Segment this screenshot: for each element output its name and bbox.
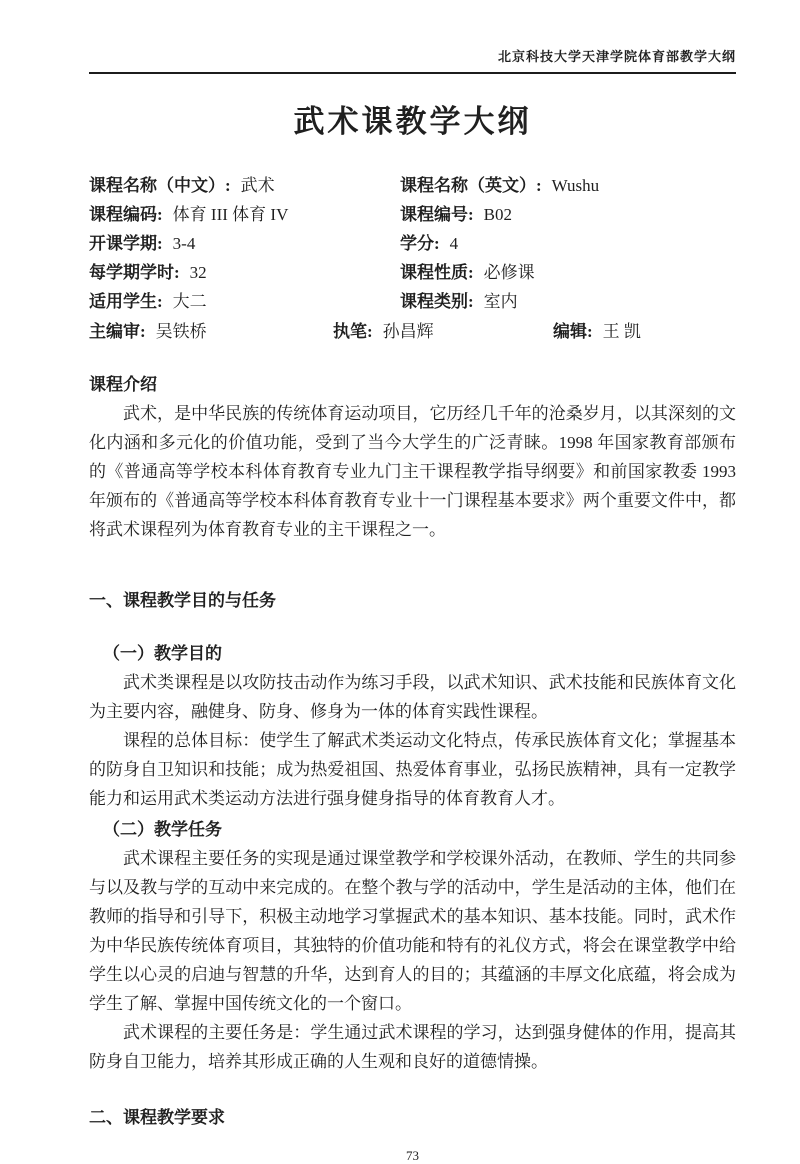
- section-1-heading: 一、课程教学目的与任务: [89, 591, 276, 610]
- info-label: 课程编号:: [400, 205, 474, 224]
- info-cell: [89, 171, 400, 200]
- info-cell: [400, 258, 736, 287]
- section-1-1-paragraph-2: 课程的总体目标：使学生了解武术类运动文化特点，传承民族体育文化；掌握基本的防身自卫知识和技能；成为热爱祖国、热爱体育事业，弘扬民族精神，具有一定教学能力和运用武术类运动方法进行强身健身指导的体育教育人才。: [89, 731, 736, 808]
- info-cell: [89, 229, 400, 258]
- info-label: 学分:: [400, 234, 440, 253]
- info-value: 4: [449, 234, 459, 253]
- section-1-2-paragraph-2: 武术课程的主要任务是：学生通过武术课程的学习，达到强身健体的作用，提高其防身自卫能力，培养其形成正确的人生观和良好的道德情操。: [89, 1023, 736, 1071]
- info-label: 每学期学时:: [89, 263, 180, 282]
- info-cell: [400, 287, 736, 316]
- info-value: 必修课: [483, 263, 535, 282]
- info-label: 编辑:: [553, 322, 593, 341]
- info-value: 王 凯: [602, 322, 641, 341]
- info-row-course-code: [89, 200, 736, 229]
- page-number: 73: [406, 1148, 419, 1163]
- info-row-course-name: [89, 171, 736, 200]
- section-1-2-heading: （二）教学任务: [103, 820, 222, 839]
- info-value: 武术: [240, 176, 275, 195]
- info-label: 适用学生:: [89, 292, 163, 311]
- info-value: Wushu: [551, 176, 600, 195]
- info-label: 课程名称（英文）:: [400, 176, 542, 195]
- header-school-line: 北京科技大学天津学院体育部教学大纲: [497, 49, 736, 64]
- intro-paragraph: 武术，是中华民族的传统体育运动项目，它历经几千年的沧桑岁月，以其深刻的文化内涵和多元化的价值功能，受到了当今大学生的广泛青睐。1998 年国家教育部颁布的《普通高等学校本科体育教育专业九门主干课程教学指导纲要》和前国家教委 1993 年颁布的《普通高等学校本科体育教育专业十一门课程基本要求》两个重要文件中，都将武术课程列为体育教育专业的主干课程之一。: [89, 404, 736, 539]
- info-cell: [400, 229, 736, 258]
- info-row-semester: [89, 229, 736, 258]
- info-cell: [89, 200, 400, 229]
- info-value: 32: [189, 263, 207, 282]
- info-value: 孙昌辉: [382, 322, 434, 341]
- info-cell: [89, 317, 333, 346]
- info-value: 吴铁桥: [155, 322, 207, 341]
- info-cell: [400, 171, 736, 200]
- info-value: 大二: [172, 292, 207, 311]
- info-value: B02: [483, 205, 513, 224]
- info-value: 体育 III 体育 IV: [172, 205, 289, 224]
- section-2-heading: 二、课程教学要求: [89, 1108, 225, 1127]
- info-cell: [89, 287, 400, 316]
- info-row-hours: [89, 258, 736, 287]
- info-cell: [89, 258, 400, 287]
- intro-section-heading: 课程介绍: [89, 375, 157, 394]
- info-cell: [400, 200, 736, 229]
- info-label: 课程性质:: [400, 263, 474, 282]
- info-label: 课程名称（中文）:: [89, 176, 231, 195]
- info-label: 执笔:: [333, 322, 373, 341]
- section-1-1-heading: （一）教学目的: [103, 644, 222, 663]
- info-row-students: [89, 287, 736, 316]
- section-1-1-paragraph-1: 武术类课程是以攻防技击动作为练习手段，以武术知识、武术技能和民族体育文化为主要内容，融健身、防身、修身为一体的体育实践性课程。: [89, 673, 736, 721]
- course-info-table: [89, 171, 736, 346]
- info-label: 开课学期:: [89, 234, 163, 253]
- document-header: [89, 46, 736, 74]
- info-label: 课程类别:: [400, 292, 474, 311]
- info-cell: [553, 317, 736, 346]
- section-1-2-paragraph-1: 武术课程主要任务的实现是通过课堂教学和学校课外活动，在教师、学生的共同参与以及教与学的互动中来完成的。在整个教与学的活动中，学生是活动的主体，他们在教师的指导和引导下，积极主动地学习掌握武术的基本知识、基本技能。同时，武术作为中华民族传统体育项目，其独特的价值功能和特有的礼仪方式，将会在课堂教学中给学生以心灵的启迪与智慧的升华，达到育人的目的；其蕴涵的丰厚文化底蕴，将会成为学生了解、掌握中国传统文化的一个窗口。: [89, 849, 736, 1013]
- page-title: 武术课教学大纲: [293, 104, 532, 139]
- info-label: 主编审:: [89, 322, 146, 341]
- info-value: 室内: [483, 292, 518, 311]
- info-row-staff: [89, 317, 736, 346]
- info-cell: [333, 317, 553, 346]
- info-value: 3-4: [172, 234, 196, 253]
- info-label: 课程编码:: [89, 205, 163, 224]
